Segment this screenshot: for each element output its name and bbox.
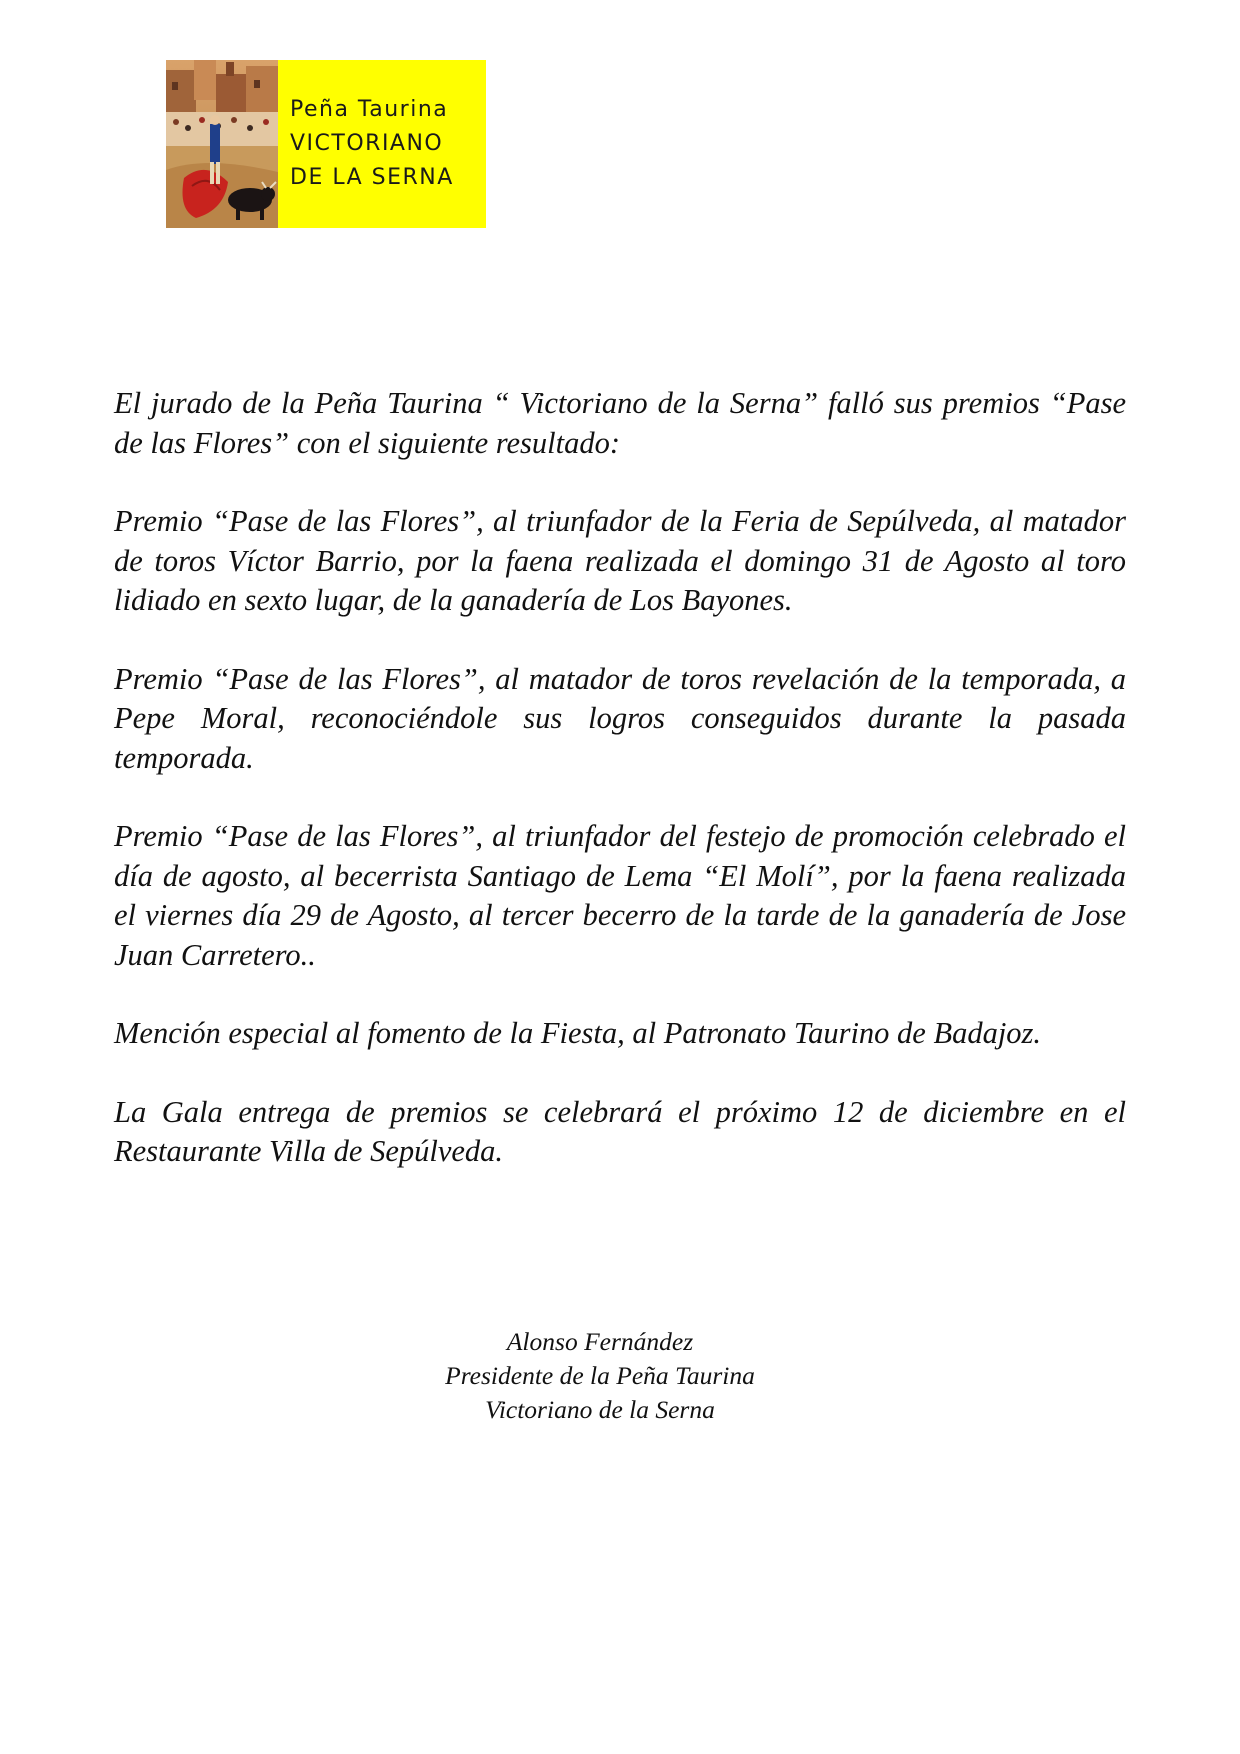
letter-body bbox=[114, 384, 1126, 1211]
paragraph-special-mention: Mención especial al fomento de la Fiesta, al Patronato Taurino de Badajoz. bbox=[114, 1016, 1042, 1050]
logo-line-1: Peña Taurina bbox=[290, 97, 449, 122]
paragraph-award-feria: Premio “Pase de las Flores”, al triunfador de la Feria de Sepúlveda, al matador de toros Víctor Barrio, por la faena realizada el domingo 31 de Agosto al toro lidiado en sexto lugar, de la ganadería de Los Bayones. bbox=[114, 504, 1126, 617]
logo-text-box bbox=[278, 60, 486, 228]
signatory-organization: Victoriano de la Serna bbox=[485, 1395, 715, 1424]
paragraph-award-revelacion: Premio “Pase de las Flores”, al matador de toros revelación de la temporada, a Pepe Moral, reconociéndole sus logros conseguidos durante la pasada temporada. bbox=[114, 661, 1126, 775]
logo-line-2: VICTORIANO bbox=[290, 131, 444, 156]
signatory-name: Alonso Fernández bbox=[506, 1327, 694, 1356]
paragraph-intro: El jurado de la Peña Taurina “ Victoriano de la Serna” falló sus premios “Pase de las Flores” con el siguiente resultado: bbox=[114, 386, 1126, 460]
paragraph-award-promocion: Premio “Pase de las Flores”, al triunfador del festejo de promoción celebrado el día de agosto, al becerrista Santiago de Lema “El Molí”, por la faena realizada el viernes día 29 de Agosto, al tercer becerro de la tarde de la ganadería de Jose Juan Carretero.. bbox=[114, 819, 1126, 972]
signatory-title: Presidente de la Peña Taurina bbox=[445, 1361, 755, 1390]
bullfight-painting-image bbox=[166, 60, 278, 228]
pena-taurina-logo bbox=[166, 60, 486, 228]
logo-line-3: DE LA SERNA bbox=[290, 165, 454, 190]
signature-block bbox=[300, 1325, 900, 1427]
paragraph-gala: La Gala entrega de premios se celebrará el próximo 12 de diciembre en el Restaurante Villa de Sepúlveda. bbox=[114, 1094, 1126, 1168]
